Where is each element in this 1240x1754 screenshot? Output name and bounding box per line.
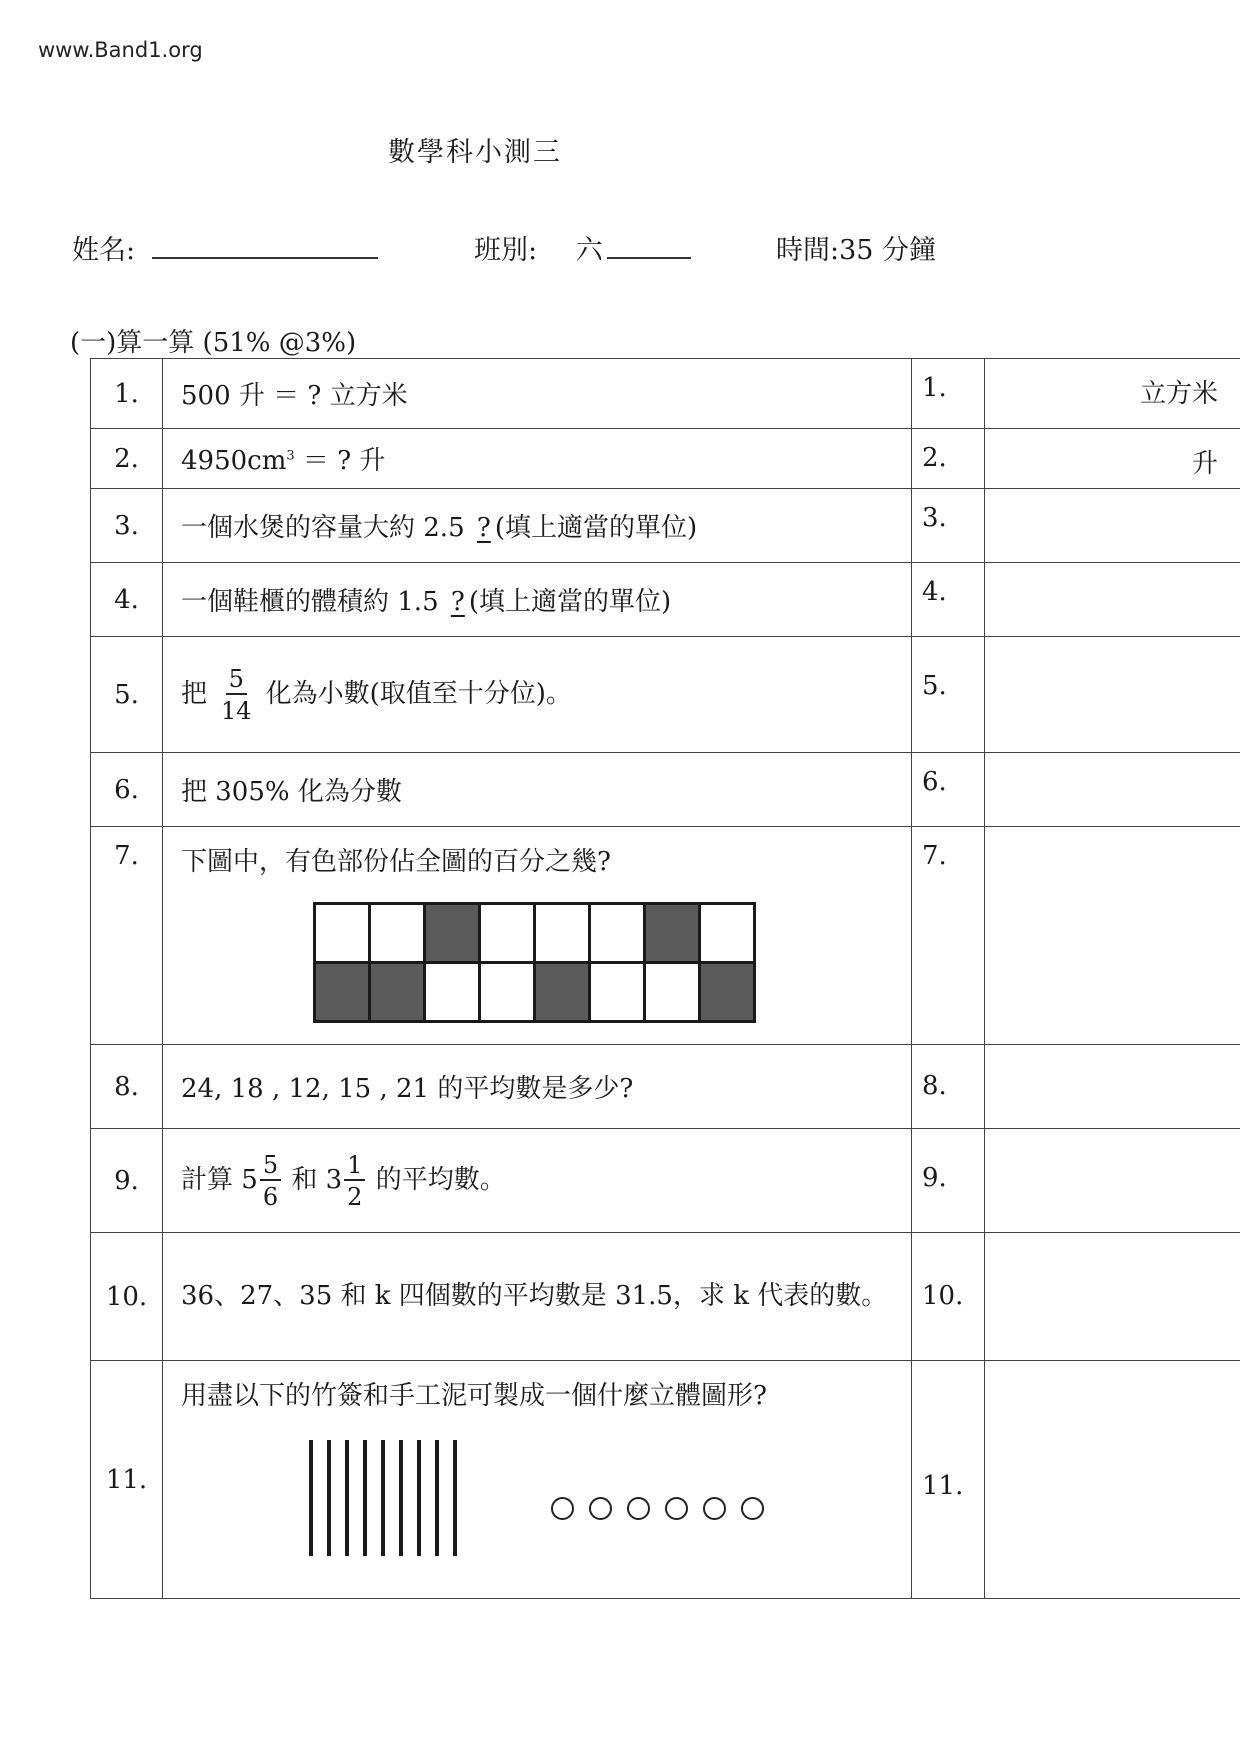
question-number: 5. — [91, 637, 163, 753]
grid-cell — [590, 904, 645, 963]
answer-number: 8. — [912, 1045, 985, 1129]
bamboo-stick — [435, 1440, 439, 1556]
question-row-10 — [91, 1233, 1240, 1361]
clay-ball — [589, 1497, 612, 1520]
question-text: 500 升 ＝ ? 立方米 — [163, 359, 912, 429]
bamboo-stick — [417, 1440, 421, 1556]
answer-number: 3. — [912, 489, 985, 563]
grid-cell-shaded — [645, 904, 700, 963]
question-row-4 — [91, 563, 1240, 637]
grid-cell — [480, 904, 535, 963]
fraction: $\frac{5}{14}$ — [221, 664, 252, 725]
grid-cell — [700, 904, 755, 963]
answer-number: 11. — [912, 1361, 985, 1599]
clay-balls — [551, 1497, 764, 1520]
question-row-5 — [91, 637, 1240, 753]
answer-cell[interactable]: 立方米 — [985, 359, 1240, 429]
clay-ball — [703, 1497, 726, 1520]
question-text: 把 $\frac{5}{14}$ 化為小數(取值至十分位)。 — [163, 637, 912, 753]
answer-number: 2. — [912, 429, 985, 489]
site-url: www.Band1.org — [38, 38, 203, 62]
answer-cell[interactable] — [985, 563, 1240, 637]
name-blank[interactable] — [152, 231, 378, 259]
question-number: 1. — [91, 359, 163, 429]
question-text: 計算 5 $\frac{5}{6}$ 和 3 $\frac{1}{2}$ 的平均數。 — [163, 1129, 912, 1233]
bamboo-stick — [309, 1440, 313, 1556]
answer-cell[interactable] — [985, 1045, 1240, 1129]
bamboo-stick — [453, 1440, 457, 1556]
question-row-2 — [91, 429, 1240, 489]
answer-cell[interactable] — [985, 1233, 1240, 1361]
question-text: 用盡以下的竹簽和手工泥可製成一個什麼立體圖形? — [163, 1361, 912, 1599]
answer-cell[interactable] — [985, 637, 1240, 753]
answer-number: 5. — [912, 637, 985, 753]
question-row-1 — [91, 359, 1240, 429]
grid-cell — [590, 963, 645, 1022]
section-heading: (一)算一算 (51% @3%) — [70, 328, 357, 358]
question-number: 9. — [91, 1129, 163, 1233]
question-row-8 — [91, 1045, 1240, 1129]
clay-ball — [741, 1497, 764, 1520]
question-number: 10. — [91, 1233, 163, 1361]
fraction: $\frac{1}{2}$ — [344, 1153, 365, 1209]
bamboo-stick — [399, 1440, 403, 1556]
grid-cell — [645, 963, 700, 1022]
grid-cell-shaded — [315, 963, 370, 1022]
grid-cell — [480, 963, 535, 1022]
question-number: 3. — [91, 489, 163, 563]
answer-cell[interactable] — [985, 753, 1240, 827]
question-number: 4. — [91, 563, 163, 637]
question-row-11 — [91, 1361, 1240, 1599]
answer-cell[interactable] — [985, 1129, 1240, 1233]
question-row-3 — [91, 489, 1240, 563]
bamboo-stick — [363, 1440, 367, 1556]
page-title: 數學科小測三 — [388, 137, 562, 168]
question-number: 11. — [91, 1361, 163, 1599]
question-text: 下圖中，有色部份佔全圖的百分之幾? — [163, 827, 912, 1045]
answer-number: 9. — [912, 1129, 985, 1233]
bamboo-stick — [345, 1440, 349, 1556]
fraction: $\frac{5}{6}$ — [260, 1153, 281, 1209]
clay-ball — [551, 1497, 574, 1520]
bamboo-stick — [327, 1440, 331, 1556]
class-blank[interactable] — [607, 231, 691, 259]
grid-cell-shaded — [425, 904, 480, 963]
grid-cell-shaded — [535, 963, 590, 1022]
answer-cell[interactable] — [985, 1361, 1240, 1599]
name-label: 姓名: — [72, 228, 378, 267]
class-label: 班別: 六 — [474, 228, 691, 267]
question-text: 把 305% 化為分數 — [163, 753, 912, 827]
grid-cell-shaded — [700, 963, 755, 1022]
question-row-9 — [91, 1129, 1240, 1233]
answer-cell[interactable] — [985, 489, 1240, 563]
question-text: 一個鞋櫃的體積約 1.5 ? (填上適當的單位) — [163, 563, 912, 637]
answer-cell[interactable] — [985, 827, 1240, 1045]
grid-cell — [370, 904, 425, 963]
grid-cell — [425, 963, 480, 1022]
answer-number: 6. — [912, 753, 985, 827]
grid-cell-shaded — [370, 963, 425, 1022]
shaded-grid-figure — [313, 902, 756, 1023]
question-text: 一個水煲的容量大約 2.5 ? (填上適當的單位) — [163, 489, 912, 563]
materials-figure — [309, 1440, 911, 1556]
answer-number: 4. — [912, 563, 985, 637]
question-number: 7. — [91, 827, 163, 1045]
time-label: 時間:35 分鐘 — [776, 235, 937, 266]
question-text: $4950cm^3$ ＝ ? 升 — [163, 429, 912, 489]
question-row-6 — [91, 753, 1240, 827]
bamboo-stick — [381, 1440, 385, 1556]
question-number: 6. — [91, 753, 163, 827]
answer-number: 7. — [912, 827, 985, 1045]
question-row-7 — [91, 827, 1240, 1045]
answer-cell[interactable]: 升 — [985, 429, 1240, 489]
question-number: 8. — [91, 1045, 163, 1129]
grid-cell — [315, 904, 370, 963]
question-text: 24, 18 , 12, 15 , 21 的平均數是多少? — [163, 1045, 912, 1129]
question-text: 36、27、35 和 k 四個數的平均數是 31.5，求 k 代表的數。 — [163, 1233, 912, 1361]
answer-number: 1. — [912, 359, 985, 429]
grid-cell — [535, 904, 590, 963]
clay-ball — [627, 1497, 650, 1520]
answer-number: 10. — [912, 1233, 985, 1361]
quiz-table — [90, 358, 1240, 1599]
question-number: 2. — [91, 429, 163, 489]
clay-ball — [665, 1497, 688, 1520]
